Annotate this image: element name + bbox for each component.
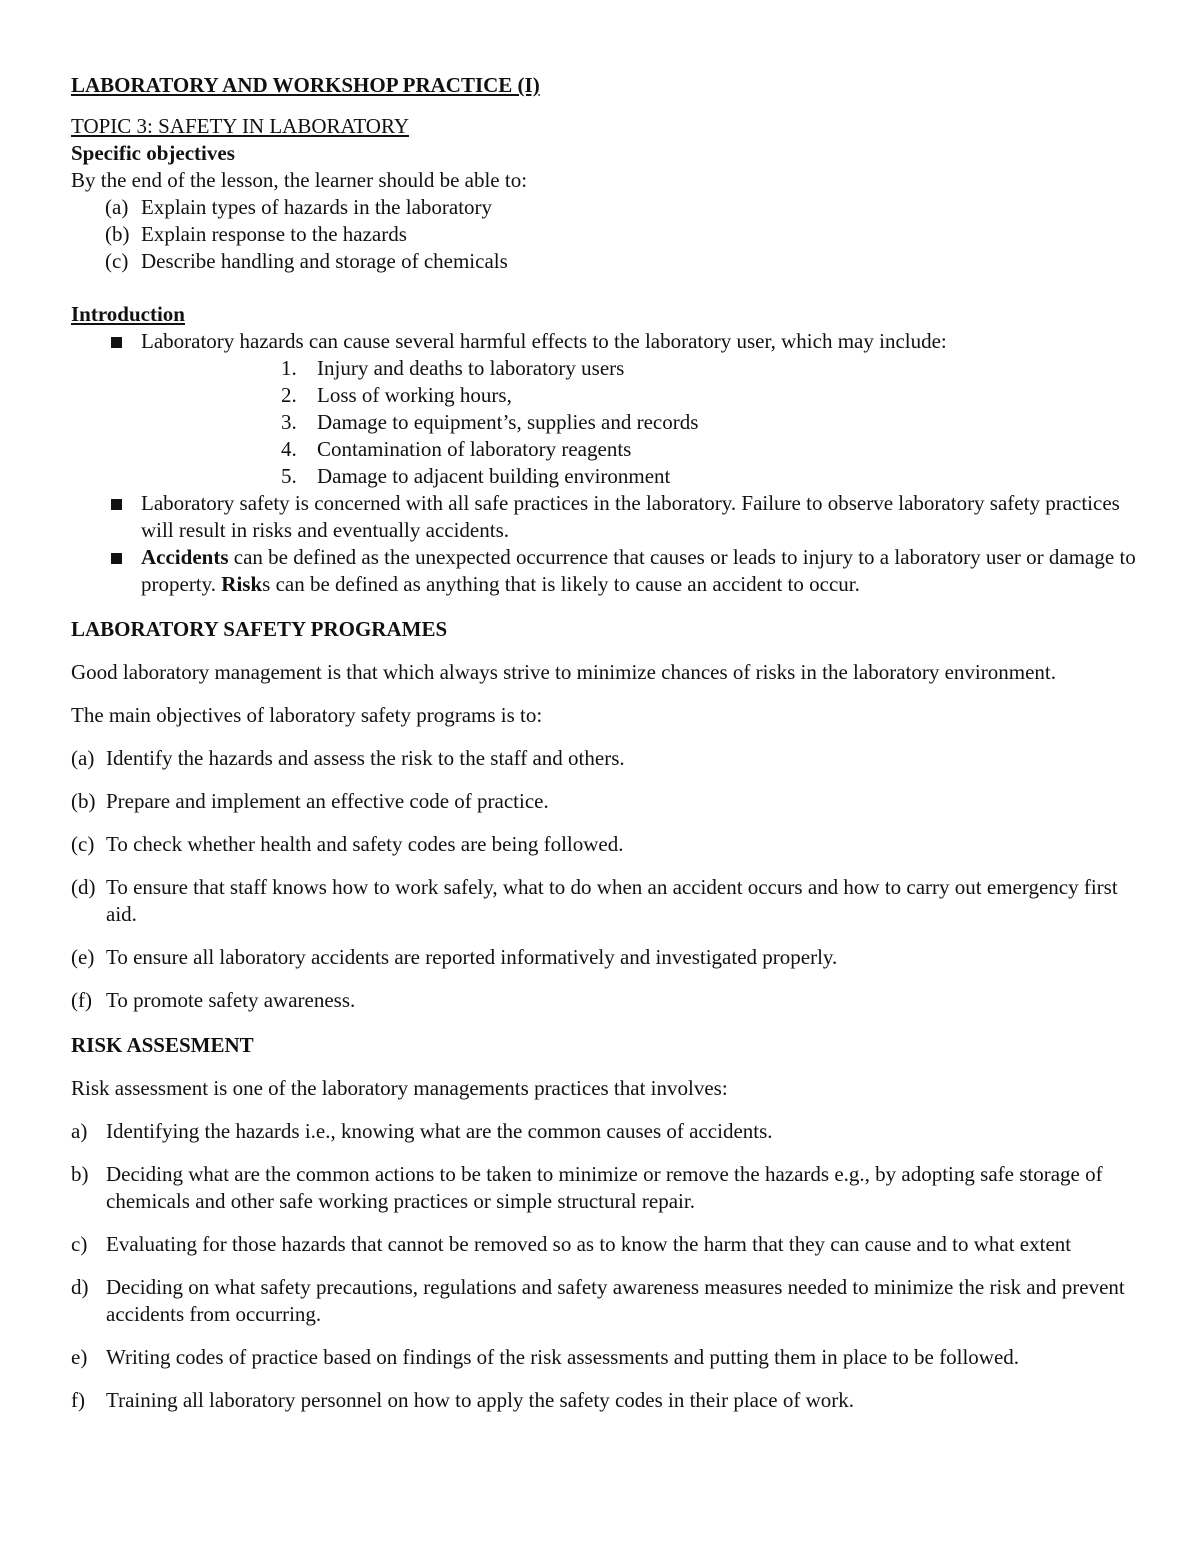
square-bullet-icon (111, 553, 122, 564)
list-marker: b) (71, 1162, 89, 1186)
introduction-heading: Introduction (71, 302, 185, 326)
effects-list (71, 355, 1141, 490)
bold-term-accidents: Accidents (141, 545, 229, 569)
list-item (71, 1118, 1141, 1145)
bullet-text: s can be defined as anything that is likely to cause an accident to occur. (262, 572, 860, 596)
list-item (71, 1231, 1141, 1258)
square-bullet-icon (111, 337, 122, 348)
list-marker: 2. (281, 383, 297, 407)
risk-assessment-list (71, 1118, 1141, 1414)
list-text: Deciding what are the common actions to be taken to minimize or remove the hazards e.g., by adopting safe storage of chemicals and other safe working practices or simple structural repair. (106, 1162, 1103, 1213)
list-text: To check whether health and safety codes are being followed. (106, 832, 624, 856)
list-text: Writing codes of practice based on findings of the risk assessments and putting them in place to be followed. (106, 1345, 1020, 1369)
list-text: Describe handling and storage of chemicals (141, 249, 508, 273)
list-marker: 1. (281, 356, 297, 380)
list-marker: e) (71, 1345, 88, 1369)
list-item (71, 1387, 1141, 1414)
list-text: Evaluating for those hazards that cannot be removed so as to know the harm that they can cause and to what extent (106, 1232, 1072, 1256)
list-item (71, 463, 1141, 490)
list-marker: (b) (71, 789, 96, 813)
bullet-text: Laboratory hazards can cause several harmful effects to the laboratory user, which may include: (141, 329, 947, 353)
list-item (71, 221, 1141, 248)
list-item (71, 831, 1141, 858)
document-page (71, 72, 1141, 1414)
list-item (71, 788, 1141, 815)
list-text: Deciding on what safety precautions, regulations and safety awareness measures needed to minimize the risk and prevent accidents from occurring. (106, 1275, 1125, 1326)
list-marker: (f) (71, 988, 92, 1012)
list-text: Loss of working hours, (317, 383, 512, 407)
list-item (71, 1274, 1141, 1328)
list-item (71, 194, 1141, 221)
safety-programs-list (71, 745, 1141, 1014)
list-marker: 4. (281, 437, 297, 461)
risk-assessment-intro: Risk assessment is one of the laboratory managements practices that involves: (71, 1076, 728, 1100)
list-item (71, 1161, 1141, 1215)
document-title: LABORATORY AND WORKSHOP PRACTICE (I) (71, 73, 540, 97)
bold-term-risk: Risk (221, 572, 263, 596)
bullet-text: Laboratory safety is concerned with all safe practices in the laboratory. Failure to observe laboratory safety practices will result in risks and eventually accidents. (141, 491, 1120, 542)
list-marker: (a) (105, 195, 129, 219)
list-text: Training all laboratory personnel on how to apply the safety codes in their place of work. (106, 1388, 855, 1412)
list-item (71, 874, 1141, 928)
list-text: Identify the hazards and assess the risk to the staff and others. (106, 746, 625, 770)
list-marker: (d) (71, 875, 96, 899)
list-text: To ensure all laboratory accidents are reported informatively and investigated properly. (106, 945, 838, 969)
bullet-item (71, 328, 1141, 490)
list-item (71, 436, 1141, 463)
topic-heading: TOPIC 3: SAFETY IN LABORATORY (71, 114, 409, 138)
safety-programs-intro: The main objectives of laboratory safety programs is to: (71, 703, 543, 727)
list-text: Damage to adjacent building environment (317, 464, 671, 488)
risk-assessment-heading: RISK ASSESMENT (71, 1033, 254, 1057)
list-text: Injury and deaths to laboratory users (317, 356, 625, 380)
list-marker: (c) (105, 249, 129, 273)
square-bullet-icon (111, 499, 122, 510)
list-marker: (b) (105, 222, 130, 246)
list-marker: (e) (71, 945, 95, 969)
list-item (71, 1344, 1141, 1371)
list-item (71, 409, 1141, 436)
list-text: Explain types of hazards in the laboratory (141, 195, 493, 219)
list-text: To promote safety awareness. (106, 988, 356, 1012)
safety-programs-paragraph: Good laboratory management is that which always strive to minimize chances of risks in the laboratory environment. (71, 660, 1056, 684)
list-item (71, 944, 1141, 971)
introduction-bullets (71, 328, 1141, 598)
safety-programs-heading: LABORATORY SAFETY PROGRAMES (71, 617, 448, 641)
list-item (71, 248, 1141, 275)
list-marker: 3. (281, 410, 297, 434)
list-marker: d) (71, 1275, 89, 1299)
list-text: Contamination of laboratory reagents (317, 437, 632, 461)
list-item (71, 355, 1141, 382)
bullet-item (71, 490, 1141, 544)
list-marker: a) (71, 1119, 88, 1143)
bullet-item (71, 544, 1141, 598)
list-marker: 5. (281, 464, 297, 488)
list-marker: c) (71, 1232, 88, 1256)
list-text: Identifying the hazards i.e., knowing what are the common causes of accidents. (106, 1119, 773, 1143)
objectives-intro: By the end of the lesson, the learner should be able to: (71, 168, 528, 192)
list-text: To ensure that staff knows how to work safely, what to do when an accident occurs and how to carry out emergency first aid. (106, 875, 1118, 926)
list-item (71, 987, 1141, 1014)
bullet-text: can be defined as the unexpected occurrence that causes or leads to injury to a laboratory user or damage to property. (141, 545, 1136, 596)
list-item (71, 745, 1141, 772)
objectives-list (71, 194, 1141, 275)
list-item (71, 382, 1141, 409)
objectives-heading: Specific objectives (71, 141, 235, 165)
list-text: Damage to equipment’s, supplies and records (317, 410, 699, 434)
list-text: Prepare and implement an effective code of practice. (106, 789, 549, 813)
list-text: Explain response to the hazards (141, 222, 407, 246)
list-marker: (c) (71, 832, 95, 856)
list-marker: f) (71, 1388, 85, 1412)
list-marker: (a) (71, 746, 95, 770)
